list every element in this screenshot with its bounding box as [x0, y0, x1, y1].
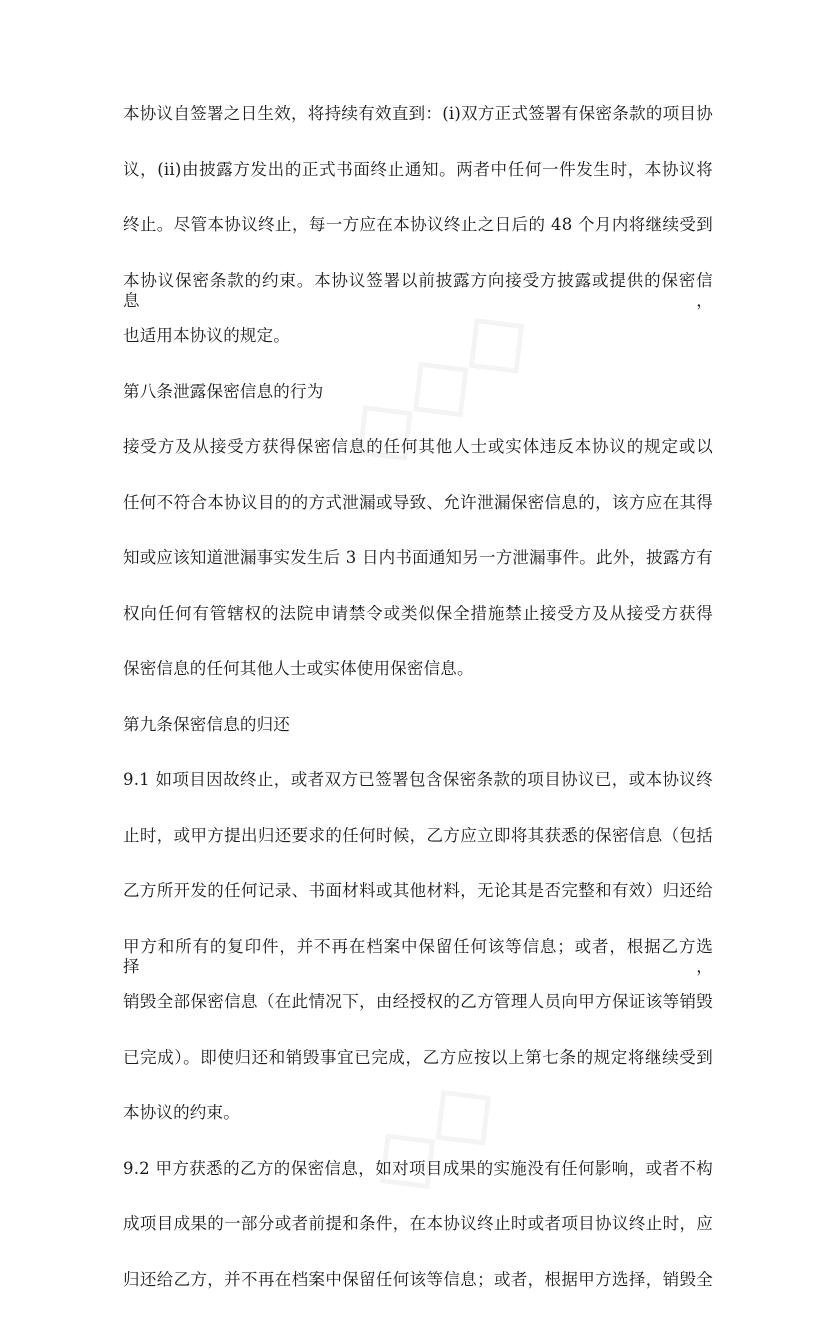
section-heading: 第八条泄露保密信息的行为 [123, 381, 324, 401]
section-heading: 第九条保密信息的归还 [123, 714, 290, 734]
text-line: 9.1 如项目因故终止，或者双方已签署包含保密条款的项目协议已，或本协议终 [123, 770, 713, 789]
text-line: 保密信息的任何其他人士或实体使用保密信息。 [123, 659, 474, 678]
text-line: 终止。尽管本协议终止，每一方应在本协议终止之日后的 48 个月内将继续受到 [123, 215, 713, 234]
text-line: 知或应该知道泄漏事实发生后 3 日内书面通知另一方泄漏事件。此外，披露方有 [123, 548, 713, 567]
text-line: 权向任何有管辖权的法院申请禁令或类似保全措施禁止接受方及从接受方获得 [123, 603, 713, 623]
text-line: 止时，或甲方提出归还要求的任何时候，乙方应立即将其获悉的保密信息（包括 [123, 825, 713, 845]
text-line: 本协议的约束。 [123, 1103, 240, 1122]
text-line: 任何不符合本协议目的的方式泄漏或导致、允许泄漏保密信息的，该方应在其得 [123, 492, 713, 512]
text-line: 已完成）。即使归还和销毁事宜已完成，乙方应按以上第七条的规定将继续受到 [123, 1047, 713, 1067]
document-body [123, 104, 713, 1325]
text-line: 归还给乙方，并不再在档案中保留任何该等信息；或者，根据甲方选择，销毁全 [123, 1269, 713, 1289]
text-line: 接受方及从接受方获得保密信息的任何其他人士或实体违反本协议的规定或以 [123, 437, 713, 456]
text-line: 甲方和所有的复印件，并不再在档案中保留任何该等信息；或者，根据乙方选择， [123, 936, 713, 976]
text-line: 议，(ii)由披露方发出的正式书面终止通知。两者中任何一件发生时，本协议将 [123, 159, 713, 179]
text-line: 本协议保密条款的约束。本协议签署以前披露方向接受方披露或提供的保密信息， [123, 270, 713, 310]
text-line: 销毁全部保密信息（在此情况下，由经授权的乙方管理人员向甲方保证该等销毁 [123, 992, 713, 1011]
text-line: 也适用本协议的规定。 [123, 326, 290, 345]
text-line: 本协议自签署之日生效，将持续有效直到：(i)双方正式签署有保密条款的项目协 [123, 104, 713, 123]
text-line: 成项目成果的一部分或者前提和条件，在本协议终止时或者项目协议终止时，应 [123, 1214, 713, 1233]
text-line: 9.2 甲方获悉的乙方的保密信息，如对项目成果的实施没有任何影响，或者不构 [123, 1158, 713, 1178]
text-line: 乙方所开发的任何记录、书面材料或其他材料，无论其是否完整和有效）归还给 [123, 881, 713, 900]
